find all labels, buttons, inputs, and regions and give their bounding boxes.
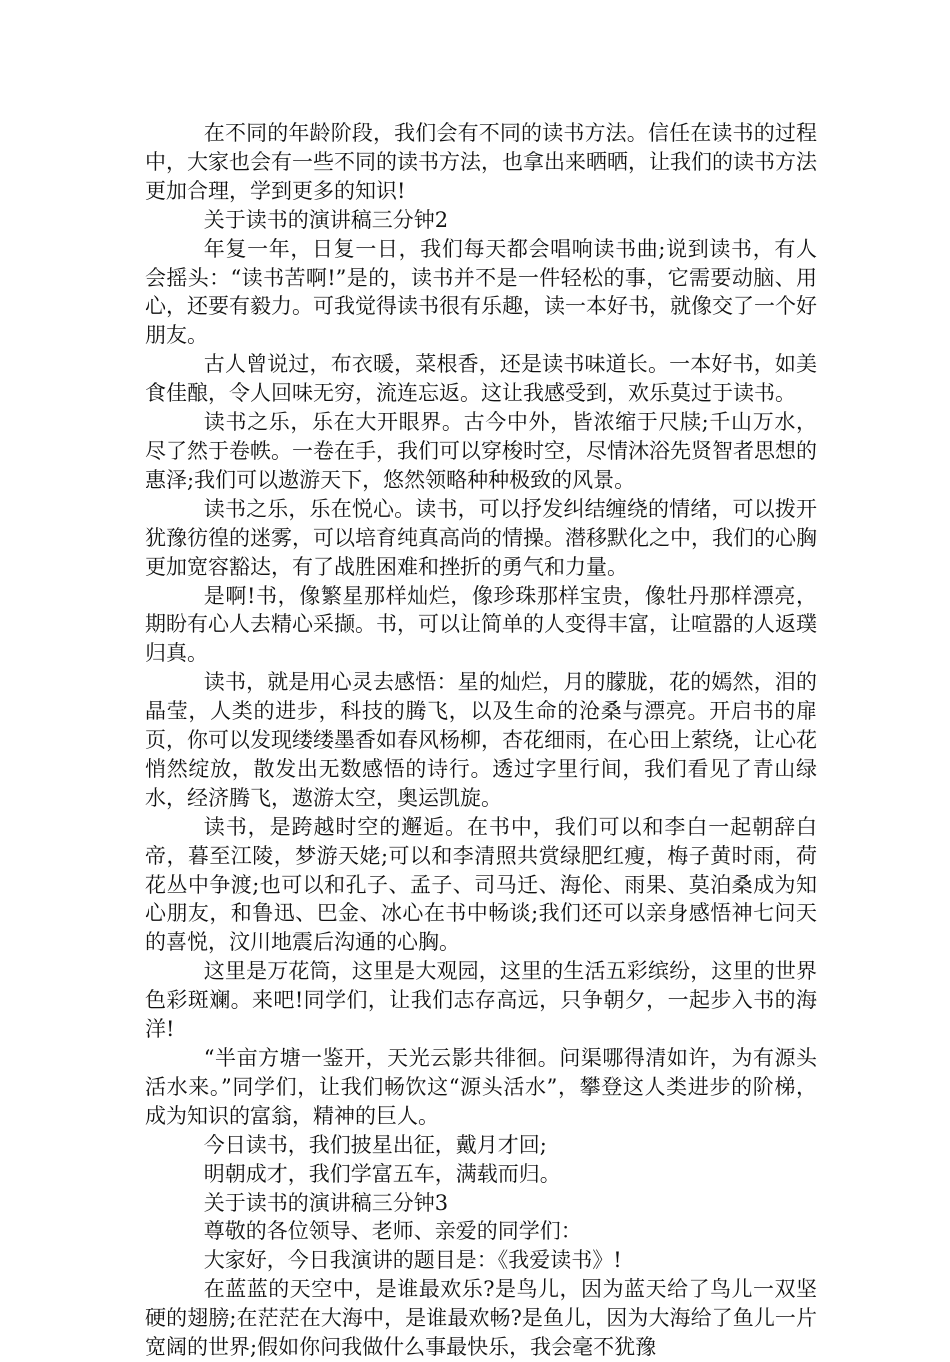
paragraph: 明朝成才，我们学富五车，满载而归。 xyxy=(203,1161,561,1186)
salutation: 尊敬的各位领导、老师、亲爱的同学们： xyxy=(203,1219,582,1244)
section-heading-speech-3: 关于读书的演讲稿三分钟3 xyxy=(203,1190,449,1215)
paragraph: 读书之乐，乐在大开眼界。古今中外，皆浓缩于尺牍;千山万水，尽了然于卷帙。一卷在手，我们可以穿梭时空，尽情沐浴先贤智者思想的惠泽;我们可以遨游天下，悠然领略种种极致的风景。 xyxy=(145,410,817,492)
greeting: 大家好，今日我演讲的题目是：《我爱读书》! xyxy=(203,1248,622,1273)
paragraph: “半亩方塘一鉴开，天光云影共徘徊。问渠哪得清如许，为有源头活水来。”同学们，让我们畅饮这“源头活水”，攀登这人类进步的阶梯，成为知识的富翁，精神的巨人。 xyxy=(145,1046,817,1128)
paragraph: 这里是万花筒，这里是大观园，这里的生活五彩缤纷，这里的世界色彩斑斓。来吧!同学们，让我们志存高远，只争朝夕，一起步入书的海洋! xyxy=(145,959,817,1042)
paragraph: 读书，是跨越时空的邂逅。在书中，我们可以和李白一起朝辞白帝，暮至江陵，梦游天姥;可以和李清照共赏绿肥红瘦，梅子黄时雨，荷花丛中争渡;也可以和孔子、孟子、司马迁、海伦、雨果、莫泊桑成为知心朋友，和鲁迅、巴金、冰心在书中畅谈;我们还可以亲身感悟神七问天的喜悦，汶川地震后沟通的心胸。 xyxy=(145,814,817,955)
paragraph: 读书，就是用心灵去感悟：星的灿烂，月的朦胧，花的嫣然，泪的晶莹，人类的进步，科技的腾飞，以及生命的沧桑与漂亮。开启书的扉页，你可以发现缕缕墨香如春风杨柳，杏花细雨，在心田上萦绕，让心花悄然绽放，散发出无数感悟的诗行。透过字里行间，我们看见了青山绿水，经济腾飞，遨游太空，奥运凯旋。 xyxy=(145,670,817,810)
document-body xyxy=(145,119,817,1362)
paragraph: 在蓝蓝的天空中，是谁最欢乐?是鸟儿，因为蓝天给了鸟儿一双坚硬的翅膀;在茫茫在大海中，是谁最欢畅?是鱼儿，因为大海给了鱼儿一片宽阔的世界;假如你问我做什么事最快乐，我会毫不犹豫 xyxy=(145,1277,817,1360)
section-heading-speech-2: 关于读书的演讲稿三分钟2 xyxy=(203,207,449,232)
paragraph: 古人曾说过，布衣暖，菜根香，还是读书味道长。一本好书，如美食佳酿，令人回味无穷，流连忘返。这让我感受到，欢乐莫过于读书。 xyxy=(145,352,817,406)
paragraph: 今日读书，我们披星出征，戴月才回; xyxy=(203,1132,547,1157)
paragraph: 是啊!书，像繁星那样灿烂，像珍珠那样宝贵，像牡丹那样漂亮，期盼有心人去精心采撷。书，可以让简单的人变得丰富，让喧嚣的人返璞归真。 xyxy=(145,583,817,666)
paragraph: 读书之乐，乐在悦心。读书，可以抒发纠结缠绕的情绪，可以拨开犹豫彷徨的迷雾，可以培育纯真高尚的情操。潜移默化之中，我们的心胸更加宽容豁达，有了战胜困难和挫折的勇气和力量。 xyxy=(145,496,817,579)
paragraph: 年复一年，日复一日，我们每天都会唱响读书曲;说到读书，有人会摇头：“读书苦啊!”是的，读书并不是一件轻松的事，它需要动脑、用心，还要有毅力。可我觉得读书很有乐趣，读一本好书，就像交了一个好朋友。 xyxy=(145,236,817,348)
paragraph-reading-methods: 在不同的年龄阶段，我们会有不同的读书方法。信任在读书的过程中，大家也会有一些不同的读书方法，也拿出来晒晒，让我们的读书方法更加合理，学到更多的知识! xyxy=(145,121,817,203)
